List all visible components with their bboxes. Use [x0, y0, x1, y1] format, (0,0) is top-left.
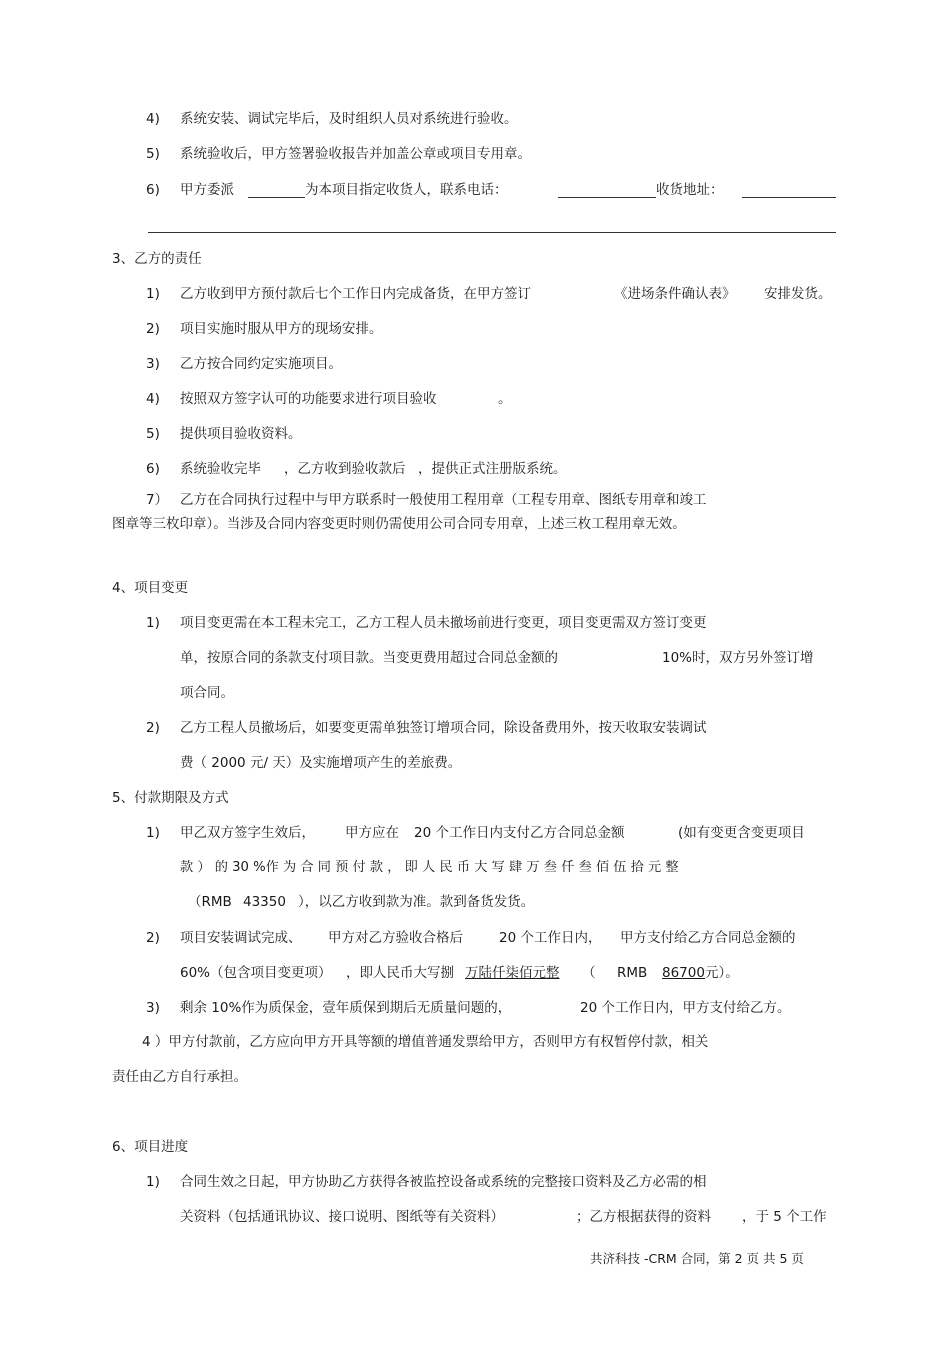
- clause-text: 《进场条件确认表》: [614, 286, 736, 302]
- blank-line-address-continued: [148, 232, 836, 233]
- item-number: 4): [146, 111, 160, 127]
- clause-text: 4 ）甲方付款前，乙方应向甲方开具等额的增值普通发票给甲方，否则甲方有权暂停付款，相关: [142, 1034, 709, 1050]
- item-number: 2): [146, 321, 160, 337]
- clause-text: 10%时，双方另外签订增: [662, 650, 814, 666]
- clause-text: ），以乙方收到款为准。款到备货发货。: [298, 894, 535, 910]
- clause-text: 系统验收完毕: [180, 461, 261, 477]
- clause-text: 提供项目验收资料。: [180, 426, 302, 442]
- section-heading: 4、项目变更: [112, 580, 189, 596]
- blank-line-phone: [558, 197, 656, 198]
- section-heading: 5、付款期限及方式: [112, 790, 229, 806]
- clause-text: 20 个工作日内，: [499, 930, 602, 946]
- item-number: 2): [146, 930, 160, 946]
- clause-text: 项目变更需在本工程未完工，乙方工程人员未撤场前进行变更，项目变更需双方签订变更: [180, 615, 707, 631]
- clause-text: 系统验收后，甲方签署验收报告并加盖公章或项目专用章。: [180, 146, 531, 162]
- item-number: 4): [146, 391, 160, 407]
- section-heading: 6、项目进度: [112, 1139, 189, 1155]
- amount-in-words: 万陆仟柒佰元整: [465, 965, 560, 981]
- clause-text: 甲方委派: [180, 182, 234, 198]
- clause-text: 费（ 2000 元/ 天）及实施增项产生的差旅费。: [180, 755, 462, 771]
- clause-text: 乙方按合同约定实施项目。: [180, 356, 342, 372]
- clause-text: 甲方支付给乙方合同总金额的: [620, 930, 796, 946]
- clause-text: 甲乙双方签字生效后，: [180, 825, 315, 841]
- item-number: 1): [146, 825, 160, 841]
- clause-text: 甲方应在: [345, 825, 399, 841]
- item-number: 1): [146, 615, 160, 631]
- clause-text: 乙方工程人员撤场后，如要变更需单独签订增项合同，除设备费用外，按天收取安装调试: [180, 720, 707, 736]
- section-heading: 3、乙方的责任: [112, 251, 202, 267]
- clause-text: 安排发货。: [764, 286, 832, 302]
- clause-text: 为本项目指定收货人，联系电话：: [305, 182, 508, 198]
- clause-text: 项合同。: [180, 685, 234, 701]
- page-footer: 共济科技 -CRM 合同，第 2 页 共 5 页: [590, 1251, 804, 1266]
- item-number: 5): [146, 146, 160, 162]
- clause-text: 20 个工作日内，甲方支付给乙方。: [580, 1000, 791, 1016]
- item-number: 3): [146, 356, 160, 372]
- blank-line-receiver: [248, 197, 305, 198]
- clause-text: 单，按原合同的条款支付项目款。当变更费用超过合同总金额的: [180, 650, 558, 666]
- item-number: 5): [146, 426, 160, 442]
- clause-text: 20 个工作日内支付乙方合同总金额: [414, 825, 625, 841]
- clause-text: 图章等三枚印章）。当涉及合同内容变更时则仍需使用公司合同专用章，上述三枚工程用章无效。: [112, 516, 686, 532]
- clause-text: 合同生效之日起，甲方协助乙方获得各被监控设备或系统的完整接口资料及乙方必需的相: [180, 1174, 707, 1190]
- clause-text: （: [582, 965, 596, 981]
- item-number: 2): [146, 720, 160, 736]
- item-number: 1): [146, 1174, 160, 1190]
- clause-text: (如有变更含变更项目: [678, 825, 805, 841]
- amount-value: 43350: [243, 894, 286, 910]
- clause-text: 项目实施时服从甲方的现场安排。: [180, 321, 383, 337]
- clause-text: 款 ） 的 30 %作 为 合 同 预 付 款 ， 即 人 民 币 大 写 肆 万 叁 仟 叁 佰 伍 拾 元 整: [180, 860, 679, 875]
- clause-text: 项目安装调试完成、: [180, 930, 302, 946]
- item-number: 7）: [146, 492, 169, 508]
- clause-text: 60%（包含项目变更项）: [180, 965, 332, 981]
- clause-text: 关资料（包括通讯协议、接口说明、图纸等有关资料）: [180, 1209, 504, 1225]
- clause-text: ，乙方收到验收款后: [284, 461, 406, 477]
- clause-text: ；乙方根据获得的资料: [576, 1209, 711, 1225]
- item-number: 1): [146, 286, 160, 302]
- clause-text: 元）。: [705, 965, 739, 981]
- clause-text: （RMB: [188, 894, 232, 910]
- clause-text: 收货地址：: [656, 182, 724, 198]
- clause-text: ，即人民币大写捌: [346, 965, 454, 981]
- blank-line-address: [742, 197, 836, 198]
- clause-text: ，提供正式注册版系统。: [418, 461, 567, 477]
- clause-text: 责任由乙方自行承担。: [112, 1069, 247, 1085]
- clause-text: 按照双方签字认可的功能要求进行项目验收: [180, 391, 437, 407]
- clause-text: 乙方收到甲方预付款后七个工作日内完成备货，在甲方签订: [180, 286, 531, 302]
- item-number: 6): [146, 461, 160, 477]
- clause-text: 乙方在合同执行过程中与甲方联系时一般使用工程用章（工程专用章、图纸专用章和竣工: [180, 492, 707, 508]
- item-number: 3): [146, 1000, 160, 1016]
- clause-text: 。: [498, 391, 512, 407]
- clause-text: 剩余 10%作为质保金，壹年质保到期后无质量问题的，: [180, 1000, 512, 1016]
- clause-text: 甲方对乙方验收合格后: [328, 930, 463, 946]
- clause-text: RMB: [617, 965, 648, 981]
- clause-text: 系统安装、调试完毕后，及时组织人员对系统进行验收。: [180, 111, 518, 127]
- item-number: 6): [146, 182, 160, 198]
- clause-text: ，于 5 个工作: [742, 1209, 827, 1225]
- amount-value: 86700: [662, 965, 705, 981]
